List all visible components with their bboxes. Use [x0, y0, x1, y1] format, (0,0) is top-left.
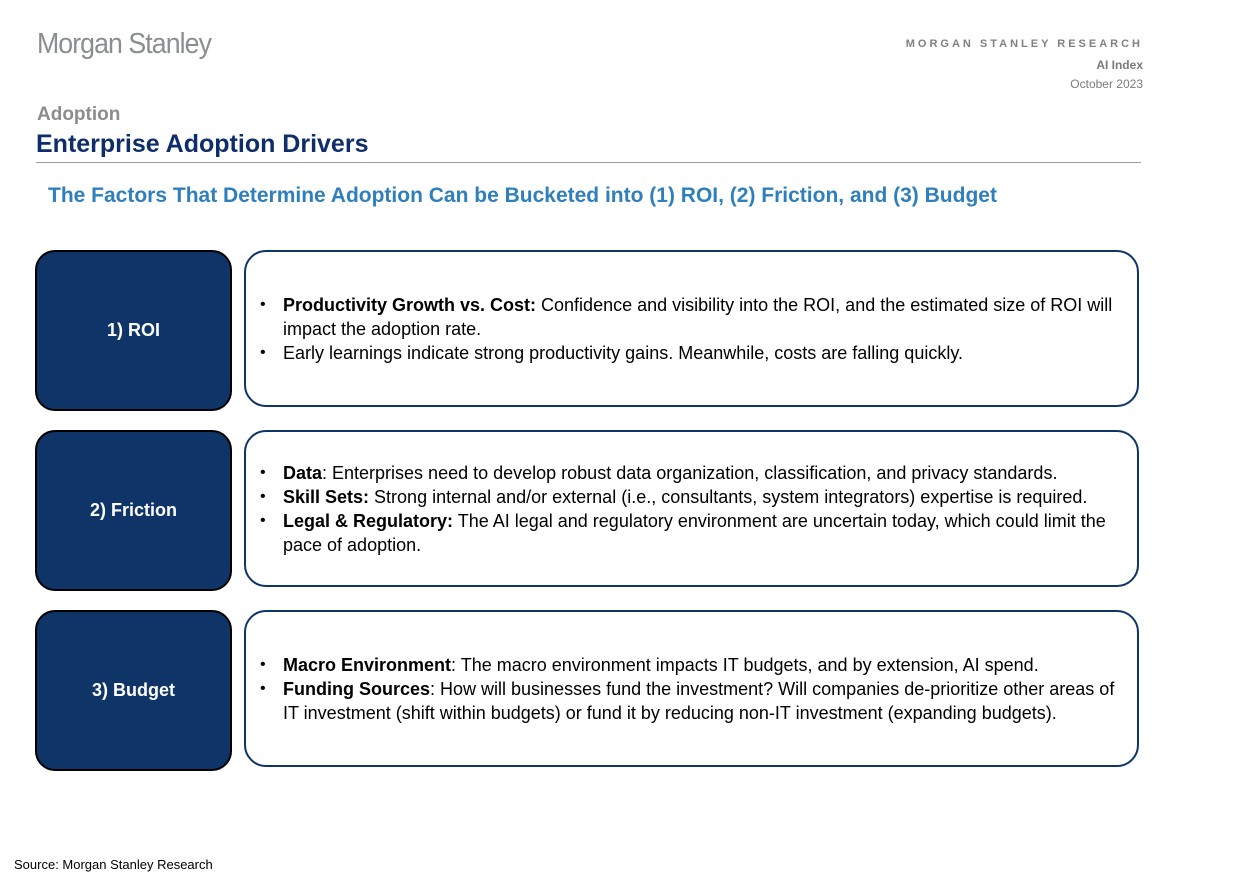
bullet-heading: Data	[283, 462, 323, 483]
section-label: Adoption	[37, 104, 121, 125]
report-name: AI Index	[1096, 58, 1143, 72]
morgan-stanley-logo: Morgan Stanley	[37, 28, 211, 60]
bullet-text: The AI legal and regulatory environment are uncertain today, which could limit the pace of adoption.	[283, 510, 1106, 555]
factor-label-budget	[35, 610, 232, 771]
bullet-text: : How will businesses fund the investment? Will companies de-prioritize other areas of IT investment (shift within budgets) or fund it by reducing non-IT investment (expanding budgets).	[283, 678, 1115, 723]
source-note: Source: Morgan Stanley Research	[14, 857, 213, 872]
bullet-heading: Skill Sets:	[283, 486, 370, 507]
page-title: Enterprise Adoption Drivers	[36, 130, 369, 158]
factor-label-roi	[35, 250, 232, 411]
factor-details-budget	[244, 610, 1139, 767]
bullet-item	[260, 485, 1117, 509]
factor-details-friction	[244, 430, 1139, 587]
bullet-text: Confidence and visibility into the ROI, and the estimated size of ROI will impact the adoption rate.	[283, 294, 1113, 339]
report-date: October 2023	[1070, 77, 1143, 91]
bullet-text: : Enterprises need to develop robust data organization, classification, and privacy standards.	[322, 462, 1058, 483]
bullet-item	[260, 509, 1117, 557]
research-label: MORGAN STANLEY RESEARCH	[905, 38, 1143, 50]
factor-label-text: 3) Budget	[92, 680, 175, 700]
bullet-item	[260, 461, 1117, 485]
bullet-item	[260, 677, 1117, 725]
bullet-heading: Legal & Regulatory:	[283, 510, 454, 531]
bullet-heading: Macro Environment	[283, 654, 452, 675]
report-header	[906, 38, 1143, 91]
bullet-text: Early learnings indicate strong productivity gains. Meanwhile, costs are falling quickly.	[283, 342, 963, 363]
factor-label-friction	[35, 430, 232, 591]
bullet-item	[260, 653, 1117, 677]
bullet-heading: Productivity Growth vs. Cost:	[283, 294, 537, 315]
page-subtitle: The Factors That Determine Adoption Can be Bucketed into (1) ROI, (2) Friction, and (3) Budget	[48, 184, 997, 207]
bullet-text: : The macro environment impacts IT budgets, and by extension, AI spend.	[451, 654, 1039, 675]
bullet-text: Strong internal and/or external (i.e., consultants, system integrators) expertise is required.	[369, 486, 1088, 507]
bullet-item	[260, 293, 1117, 341]
factor-label-text: 1) ROI	[106, 320, 160, 340]
bullet-heading: Funding Sources	[283, 678, 431, 699]
bullet-item	[260, 341, 1117, 365]
factor-details-roi	[244, 250, 1139, 407]
factor-label-text: 2) Friction	[89, 500, 177, 520]
title-divider	[36, 162, 1141, 163]
